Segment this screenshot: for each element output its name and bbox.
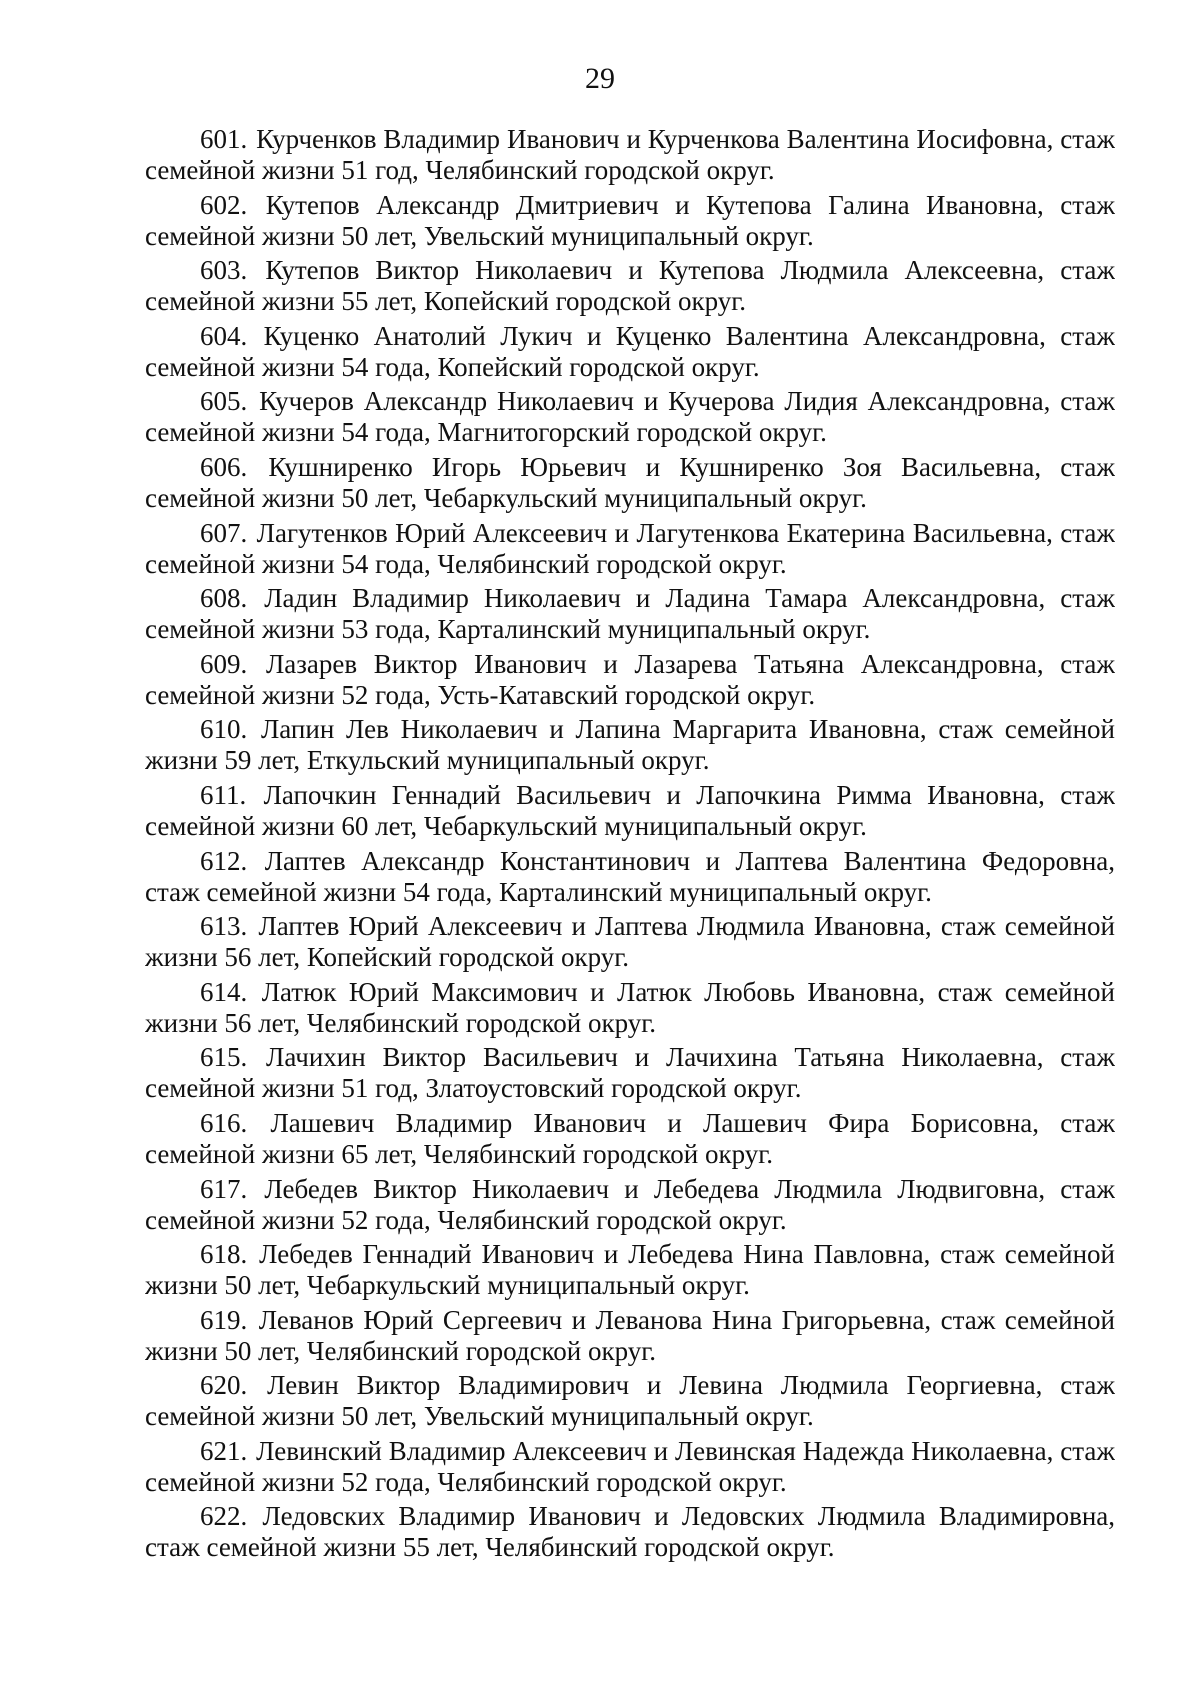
entry-text: Латюк Юрий Максимович и Латюк Любовь Ивановна, стаж семейной жизни 56 лет, Челябинский городской округ. <box>145 976 1115 1038</box>
list-item <box>145 124 1115 186</box>
entry-number: 601. <box>200 124 248 154</box>
list-item <box>145 1501 1115 1563</box>
entry-number: 610. <box>200 714 248 745</box>
entry-text: Ладин Владимир Николаевич и Ладина Тамара Александровна, стаж семейной жизни 53 года, Карталинский муниципальный округ. <box>145 583 1115 645</box>
entry-number: 618. <box>200 1239 248 1270</box>
list-item <box>145 780 1115 842</box>
entry-text: Курченков Владимир Иванович и Курченкова Валентина Иосифовна, стаж семейной жизни 51 год, Челябинский городской округ. <box>145 124 1115 185</box>
list-item <box>145 1305 1115 1367</box>
entry-number: 621. <box>200 1435 248 1466</box>
entry-text: Лазарев Виктор Иванович и Лазарева Татьяна Александровна, стаж семейной жизни 52 года, Усть-Катавский городской округ. <box>145 648 1115 710</box>
entry-number: 609. <box>200 648 248 679</box>
entry-text: Лашевич Владимир Иванович и Лашевич Фира Борисовна, стаж семейной жизни 65 лет, Челябинский городской округ. <box>145 1107 1115 1169</box>
entry-text: Кучеров Александр Николаевич и Кучерова Лидия Александровна, стаж семейной жизни 54 года, Магнитогорский городской округ. <box>145 386 1115 448</box>
entry-text: Лапин Лев Николаевич и Лапина Маргарита Ивановна, стаж семейной жизни 59 лет, Еткульский муниципальный округ. <box>145 714 1115 776</box>
entry-number: 617. <box>200 1173 248 1204</box>
list-item <box>145 583 1115 645</box>
list-item <box>145 518 1115 580</box>
entry-text: Левин Виктор Владимирович и Левина Людмила Георгиевна, стаж семейной жизни 50 лет, Увельский муниципальный округ. <box>145 1370 1115 1432</box>
list-item <box>145 321 1115 383</box>
entry-text: Ледовских Владимир Иванович и Ледовских Людмила Владимировна, стаж семейной жизни 55 лет, Челябинский городской округ. <box>145 1501 1115 1563</box>
entry-number: 619. <box>200 1304 248 1335</box>
entry-number: 611. <box>200 779 247 810</box>
entry-text: Кутепов Виктор Николаевич и Кутепова Людмила Алексеевна, стаж семейной жизни 55 лет, Копейский городской округ. <box>145 255 1115 317</box>
list-item <box>145 846 1115 908</box>
entry-text: Лебедев Виктор Николаевич и Лебедева Людмила Людвиговна, стаж семейной жизни 52 года, Челябинский городской округ. <box>145 1173 1115 1235</box>
entry-text: Кушниренко Игорь Юрьевич и Кушниренко Зоя Васильевна, стаж семейной жизни 50 лет, Чебаркульский муниципальный округ. <box>145 451 1115 513</box>
entry-number: 602. <box>200 189 248 220</box>
list-item <box>145 977 1115 1039</box>
entry-text: Лапочкин Геннадий Васильевич и Лапочкина Римма Ивановна, стаж семейной жизни 60 лет, Чебаркульский муниципальный округ. <box>145 779 1115 841</box>
entry-text: Лачихин Виктор Васильевич и Лачихина Татьяна Николаевна, стаж семейной жизни 51 год, Златоустовский городской округ. <box>145 1042 1115 1104</box>
entry-number: 608. <box>200 583 248 614</box>
list-item <box>145 452 1115 514</box>
entry-text: Лаптев Юрий Алексеевич и Лаптева Людмила Ивановна, стаж семейной жизни 56 лет, Копейский городской округ. <box>145 911 1115 973</box>
list-item <box>145 1042 1115 1104</box>
entry-text: Лагутенков Юрий Алексеевич и Лагутенкова Екатерина Васильевна, стаж семейной жизни 54 года, Челябинский городской округ. <box>145 517 1115 579</box>
list-item <box>145 1174 1115 1236</box>
entry-number: 622. <box>200 1501 248 1532</box>
entry-text: Куценко Анатолий Лукич и Куценко Валентина Александровна, стаж семейной жизни 54 года, Копейский городской округ. <box>145 320 1115 382</box>
list-item <box>145 1370 1115 1432</box>
entry-number: 613. <box>200 911 248 942</box>
list-item <box>145 1239 1115 1301</box>
list-item <box>145 1108 1115 1170</box>
list-item <box>145 649 1115 711</box>
list-item <box>145 911 1115 973</box>
list-item <box>145 386 1115 448</box>
entry-number: 620. <box>200 1370 248 1401</box>
entry-number: 607. <box>200 517 248 548</box>
entry-number: 614. <box>200 976 248 1007</box>
entry-number: 605. <box>200 386 248 417</box>
page-number: 29 <box>585 62 615 95</box>
list-item <box>145 1436 1115 1498</box>
entry-list <box>145 124 1115 1567</box>
entry-number: 615. <box>200 1042 248 1073</box>
entry-number: 612. <box>200 845 248 876</box>
entry-text: Лебедев Геннадий Иванович и Лебедева Нина Павловна, стаж семейной жизни 50 лет, Чебаркульский муниципальный округ. <box>145 1239 1115 1301</box>
list-item <box>145 714 1115 776</box>
entry-number: 616. <box>200 1107 248 1138</box>
entry-text: Кутепов Александр Дмитриевич и Кутепова Галина Ивановна, стаж семейной жизни 50 лет, Увельский муниципальный округ. <box>145 189 1115 251</box>
entry-number: 606. <box>200 451 248 482</box>
entry-text: Леванов Юрий Сергеевич и Леванова Нина Григорьевна, стаж семейной жизни 50 лет, Челябинский городской округ. <box>145 1304 1115 1366</box>
entry-text: Лаптев Александр Константинович и Лаптева Валентина Федоровна, стаж семейной жизни 54 года, Карталинский муниципальный округ. <box>145 845 1115 907</box>
entry-number: 604. <box>200 320 248 351</box>
entry-number: 603. <box>200 255 248 286</box>
list-item <box>145 190 1115 252</box>
entry-text: Левинский Владимир Алексеевич и Левинская Надежда Николаевна, стаж семейной жизни 52 года, Челябинский городской округ. <box>145 1435 1115 1497</box>
list-item <box>145 255 1115 317</box>
